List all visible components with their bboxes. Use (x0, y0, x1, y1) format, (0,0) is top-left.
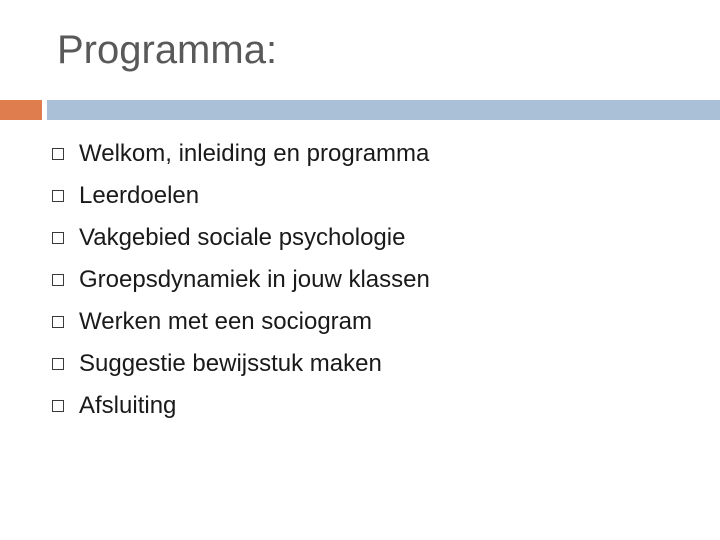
square-bullet-icon (52, 148, 64, 160)
list-item (52, 217, 430, 259)
list-item (52, 301, 430, 343)
list-item (52, 259, 430, 301)
square-bullet-icon (52, 190, 64, 202)
list-item (52, 175, 430, 217)
list-item-text: Welkom, inleiding en programma (79, 140, 430, 167)
list-item-text: Afsluiting (79, 392, 177, 419)
list-item-text: Groepsdynamiek in jouw klassen (79, 266, 430, 293)
bullet-list (52, 133, 430, 427)
divider-accent (0, 100, 42, 120)
square-bullet-icon (52, 274, 64, 286)
list-item-text: Vakgebied sociale psychologie (79, 224, 406, 251)
list-item (52, 133, 430, 175)
divider-bar (47, 100, 720, 120)
square-bullet-icon (52, 316, 64, 328)
list-item (52, 385, 430, 427)
list-item-text: Suggestie bewijsstuk maken (79, 350, 382, 377)
list-item (52, 343, 430, 385)
square-bullet-icon (52, 232, 64, 244)
slide-title: Programma: (57, 28, 278, 72)
title-divider (0, 100, 720, 120)
square-bullet-icon (52, 400, 64, 412)
list-item-text: Werken met een sociogram (79, 308, 373, 335)
list-item-text: Leerdoelen (79, 182, 200, 209)
square-bullet-icon (52, 358, 64, 370)
